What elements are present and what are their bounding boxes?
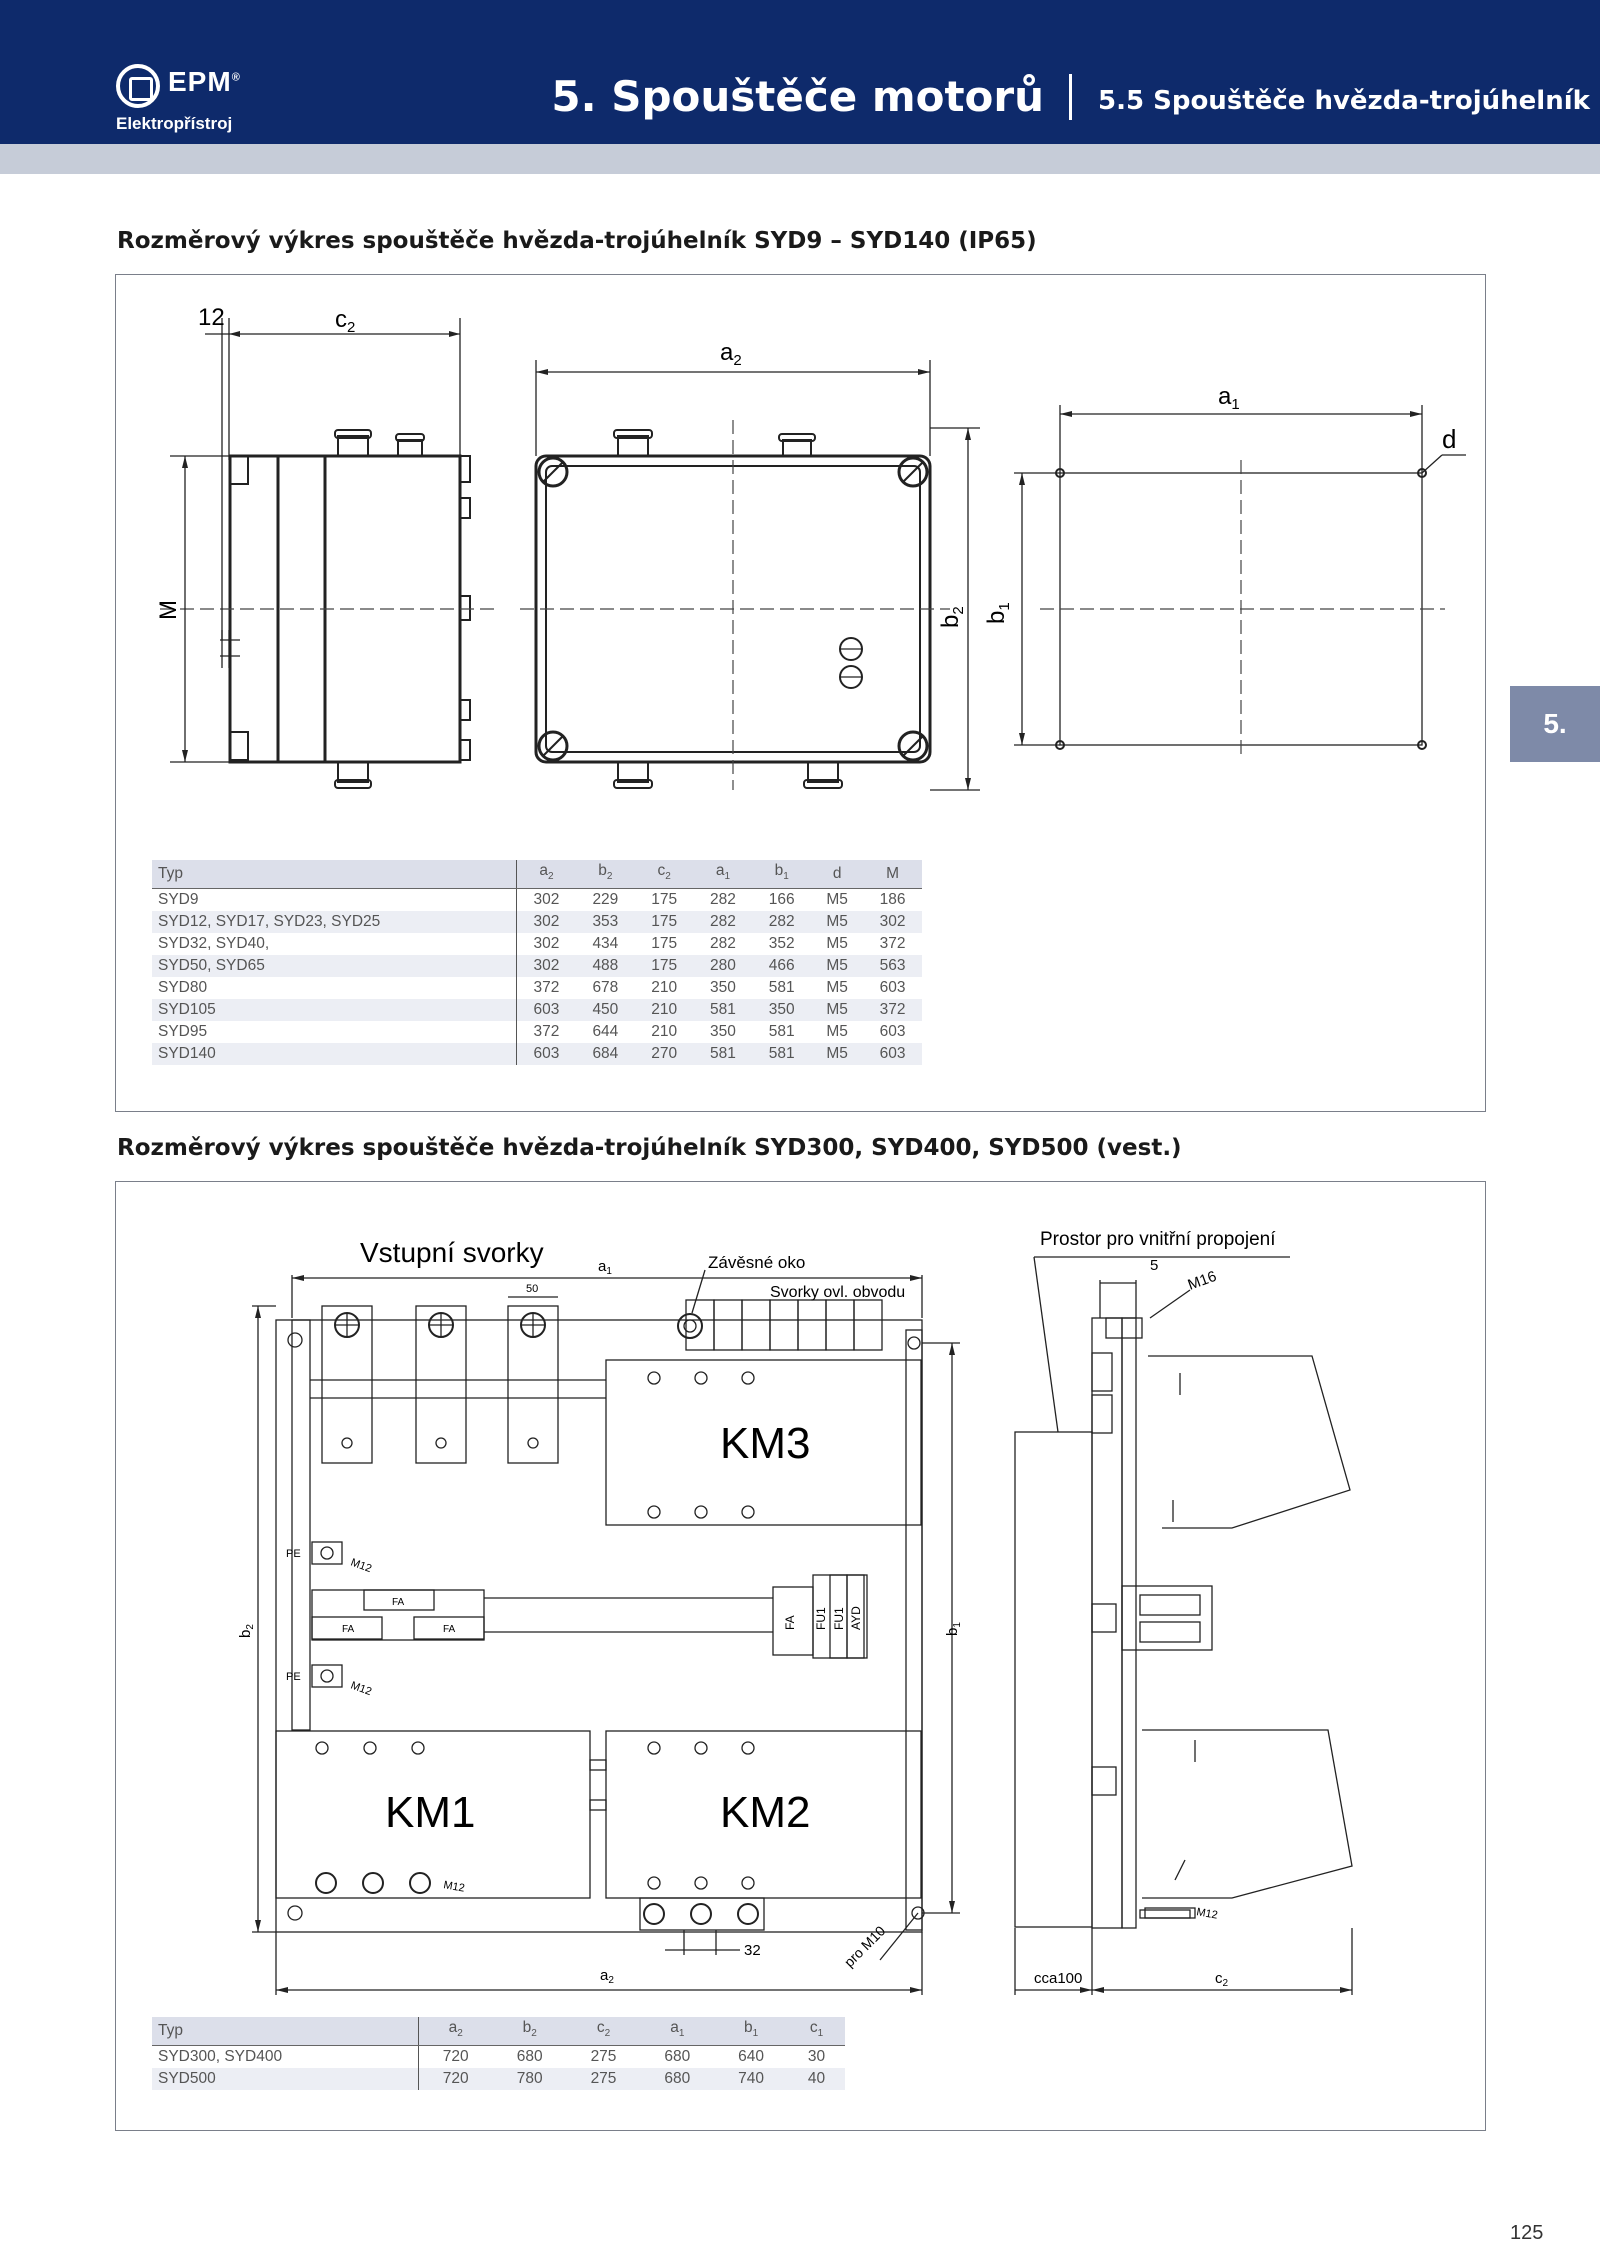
dim-c2-sub: 2: [347, 319, 356, 336]
table-cell: M5: [826, 891, 848, 909]
table-cell: 372: [863, 999, 922, 1021]
table-cell: 603: [516, 1043, 576, 1065]
svg-text:a2: [600, 1967, 614, 1986]
label-fa-right: FA: [443, 1624, 456, 1635]
table-cell: 282: [752, 911, 811, 933]
table-cell: 640: [738, 2048, 764, 2066]
label-pe-1: PE: [286, 1548, 301, 1560]
table-row: [152, 955, 922, 977]
table-cell: 350: [710, 979, 736, 997]
table-header-cell: $b_2$: [576, 860, 635, 889]
dim-M: M: [155, 600, 182, 620]
table-row: [152, 889, 922, 912]
table-cell: 372: [533, 1023, 560, 1041]
table-row: [152, 2068, 845, 2090]
table-cell: 166: [768, 891, 795, 909]
table-header-cell: $c_2$: [567, 2017, 641, 2046]
table-cell: SYD32, SYD40,: [152, 933, 516, 955]
label-fa-v: FA: [783, 1615, 797, 1630]
table-cell: 603: [516, 999, 576, 1021]
table-cell: 581: [694, 1043, 753, 1065]
dim-b1: b: [983, 610, 1010, 624]
label-input-terminals: Vstupní svorky: [360, 1237, 544, 1268]
svg-text:a1: [1218, 383, 1240, 413]
chapter-tab[interactable]: 5.: [1510, 686, 1600, 762]
table-cell: SYD80: [152, 977, 516, 999]
dim-a1-sub: 1: [1231, 396, 1240, 413]
table-header-cell: $b_1$: [714, 2017, 788, 2046]
table-cell: SYD140: [152, 1043, 516, 1065]
table-cell: 282: [710, 891, 736, 909]
table-cell: SYD50, SYD65: [152, 955, 516, 977]
dim-b1-sub: 1: [996, 602, 1013, 611]
table-cell: 488: [576, 955, 635, 977]
label-fa-top: FA: [392, 1597, 405, 1608]
spec-table-syd300-syd500: [152, 2017, 845, 2090]
table-cell: SYD300, SYD400: [152, 2046, 418, 2069]
table-cell: 175: [651, 891, 678, 909]
table-row: [152, 2046, 845, 2069]
table-cell: 353: [576, 911, 635, 933]
table-header-cell: $a_2$: [418, 2017, 493, 2046]
table-cell: 581: [694, 999, 753, 1021]
table-cell: 275: [567, 2068, 641, 2090]
table-cell: 350: [752, 999, 811, 1021]
table-cell: 40: [788, 2068, 845, 2090]
table-row: [152, 1043, 922, 1065]
dim-b2-sub: 2: [950, 606, 967, 615]
svg-text:b1: [944, 1622, 963, 1636]
section2-title: Rozměrový výkres spouštěče hvězda-trojúhelník SYD300, SYD400, SYD500 (vest.): [117, 1135, 1182, 1161]
label-m12-side: M12: [1195, 1906, 1219, 1922]
svg-text:b2: [237, 1624, 256, 1638]
label-control-terminals: Svorky ovl. obvodu: [770, 1284, 906, 1301]
table-row: [152, 1021, 922, 1043]
dim-b2: b: [937, 614, 964, 628]
table-cell: M5: [811, 999, 863, 1021]
svg-text:c2: [335, 306, 355, 336]
label-pro-m10: pro M10: [840, 1922, 889, 1971]
table-row: [152, 999, 922, 1021]
label-km3: KM3: [720, 1419, 811, 1468]
table-cell: SYD500: [152, 2068, 418, 2090]
page-number: 125: [1510, 2222, 1544, 2244]
dim-a1: a: [1218, 383, 1232, 410]
logo-registered: ®: [231, 71, 241, 84]
table-cell: 186: [879, 891, 906, 909]
table-cell: 466: [752, 955, 811, 977]
dim-b1-s2: b: [944, 1627, 961, 1636]
table-cell: 302: [533, 935, 560, 953]
table-cell: 720: [442, 2048, 469, 2066]
table-cell: 581: [752, 1043, 811, 1065]
svg-text:a1: [598, 1258, 612, 1277]
label-m12-2: M12: [348, 1679, 374, 1699]
table-cell: 175: [635, 955, 694, 977]
dim-d: d: [1442, 424, 1457, 454]
table-cell: 740: [714, 2068, 788, 2090]
label-km2: KM2: [720, 1788, 811, 1837]
table-cell: 229: [592, 891, 619, 909]
section1-title: Rozměrový výkres spouštěče hvězda-trojúhelník SYD9 – SYD140 (IP65): [117, 228, 1037, 254]
table-cell: 680: [664, 2048, 691, 2066]
logo-subtitle: Elektropřístroj: [116, 114, 233, 133]
dim-32: 32: [744, 1942, 761, 1959]
label-m12-km1: M12: [442, 1879, 466, 1895]
dim-b1-s2-sub: 1: [952, 1622, 963, 1628]
table-cell: 581: [768, 1023, 795, 1041]
table-cell: 680: [640, 2068, 714, 2090]
dim-a2-s2: a: [600, 1967, 609, 1984]
table-cell: 275: [590, 2048, 617, 2066]
table-cell: SYD9: [152, 889, 516, 912]
table-cell: 175: [635, 911, 694, 933]
dim-b2-s2-sub: 2: [245, 1624, 256, 1630]
table-header-cell: $a_1$: [694, 860, 753, 889]
table-cell: 563: [863, 955, 922, 977]
table-cell: 30: [807, 2048, 826, 2066]
table-header-cell: $b_1$: [752, 860, 811, 889]
table-cell: M5: [826, 935, 848, 953]
label-fu1-a: FU1: [814, 1607, 828, 1630]
table-cell: M5: [811, 911, 863, 933]
dim-50: 50: [526, 1283, 539, 1295]
table-cell: 302: [516, 911, 576, 933]
header-subband: [0, 144, 1600, 174]
dim-cca100: cca100: [1034, 1970, 1083, 1987]
epm-logo-icon: [116, 64, 160, 108]
table-cell: 302: [533, 891, 560, 909]
table-cell: 780: [493, 2068, 567, 2090]
dim-5: 5: [1150, 1257, 1159, 1274]
chapter-title: 5. Spouštěče motorů: [551, 72, 1044, 121]
table-cell: 603: [879, 1023, 906, 1041]
label-m16: M16: [1185, 1267, 1219, 1294]
table-cell: 210: [651, 979, 678, 997]
table-header-cell: $c_1$: [788, 2017, 845, 2046]
dim-a1-s2: a: [598, 1258, 607, 1275]
table-cell: 644: [592, 1023, 619, 1041]
drawing-syd300-syd500: [116, 1182, 1484, 2007]
table-cell: 280: [694, 955, 753, 977]
section-title: 5.5 Spouštěče hvězda-trojúhelník: [1098, 86, 1590, 116]
table-cell: 302: [516, 955, 576, 977]
table-cell: 175: [651, 935, 678, 953]
dim-a2-s2-sub: 2: [608, 1975, 614, 1986]
label-space-internal: Prostor pro vnitřní propojení: [1040, 1229, 1276, 1250]
table-cell: 680: [516, 2048, 543, 2066]
drawing-syd9-syd140: [116, 275, 1484, 835]
table-cell: 210: [651, 1023, 678, 1041]
table-cell: 352: [768, 935, 795, 953]
table-cell: SYD95: [152, 1021, 516, 1043]
dim-b2-s2: b: [237, 1629, 254, 1638]
label-ayd: AYD: [849, 1606, 863, 1630]
table-header-cell: $b_2$: [493, 2017, 567, 2046]
svg-text:b1: [983, 602, 1013, 624]
table-cell: 350: [710, 1023, 736, 1041]
table-header-cell: M: [863, 860, 922, 889]
table-header-cell: Typ: [152, 860, 516, 889]
table-cell: 581: [768, 979, 795, 997]
table-header-cell: d: [811, 860, 863, 889]
table-cell: 450: [576, 999, 635, 1021]
label-fa-left: FA: [342, 1624, 355, 1635]
table-cell: 282: [694, 911, 753, 933]
page-header: [0, 0, 1600, 144]
table-cell: 302: [863, 911, 922, 933]
table-cell: 282: [710, 935, 736, 953]
table-header-cell: $a_2$: [516, 860, 576, 889]
table-cell: M5: [826, 979, 848, 997]
table-cell: 720: [418, 2068, 493, 2090]
table-header-cell: Typ: [152, 2017, 418, 2046]
table-cell: M5: [826, 1023, 848, 1041]
label-km1: KM1: [385, 1788, 476, 1837]
logo-brand: EPM: [168, 66, 232, 97]
table-cell: 603: [879, 979, 906, 997]
dim-12: 12: [198, 304, 225, 331]
table-cell: 210: [635, 999, 694, 1021]
table-cell: 372: [533, 979, 560, 997]
table-cell: 603: [863, 1043, 922, 1065]
table-row: [152, 977, 922, 999]
svg-text:c2: [1215, 1970, 1229, 1989]
dim-c2-s2: c: [1215, 1970, 1223, 1987]
table-header-cell: $a_1$: [640, 2017, 714, 2046]
svg-text:a2: [720, 339, 742, 369]
table-cell: M5: [811, 1043, 863, 1065]
side-assembly: [1015, 1318, 1352, 1928]
table-row: [152, 933, 922, 955]
label-lifting-eye: Závěsné oko: [708, 1253, 806, 1272]
table-cell: 678: [592, 979, 619, 997]
dim-c2: c: [335, 306, 347, 333]
label-fu1-b: FU1: [832, 1607, 846, 1630]
dim-a2: a: [720, 339, 734, 366]
table-cell: SYD12, SYD17, SYD23, SYD25: [152, 911, 516, 933]
table-row: [152, 911, 922, 933]
label-pe-2: PE: [286, 1671, 301, 1683]
dim-a1-s2-sub: 1: [606, 1266, 612, 1277]
table-cell: 684: [576, 1043, 635, 1065]
dim-a2-sub: 2: [733, 352, 742, 369]
table-cell: 270: [635, 1043, 694, 1065]
table-header-cell: $c_2$: [635, 860, 694, 889]
table-cell: SYD105: [152, 999, 516, 1021]
table-cell: 434: [592, 935, 619, 953]
table-cell: M5: [811, 955, 863, 977]
table-cell: 372: [879, 935, 906, 953]
label-m12-1: M12: [348, 1556, 374, 1576]
dim-c2-s2-sub: 2: [1222, 1978, 1229, 1989]
header-separator: [1069, 74, 1072, 120]
spec-table-syd9-syd140: [152, 860, 922, 1065]
